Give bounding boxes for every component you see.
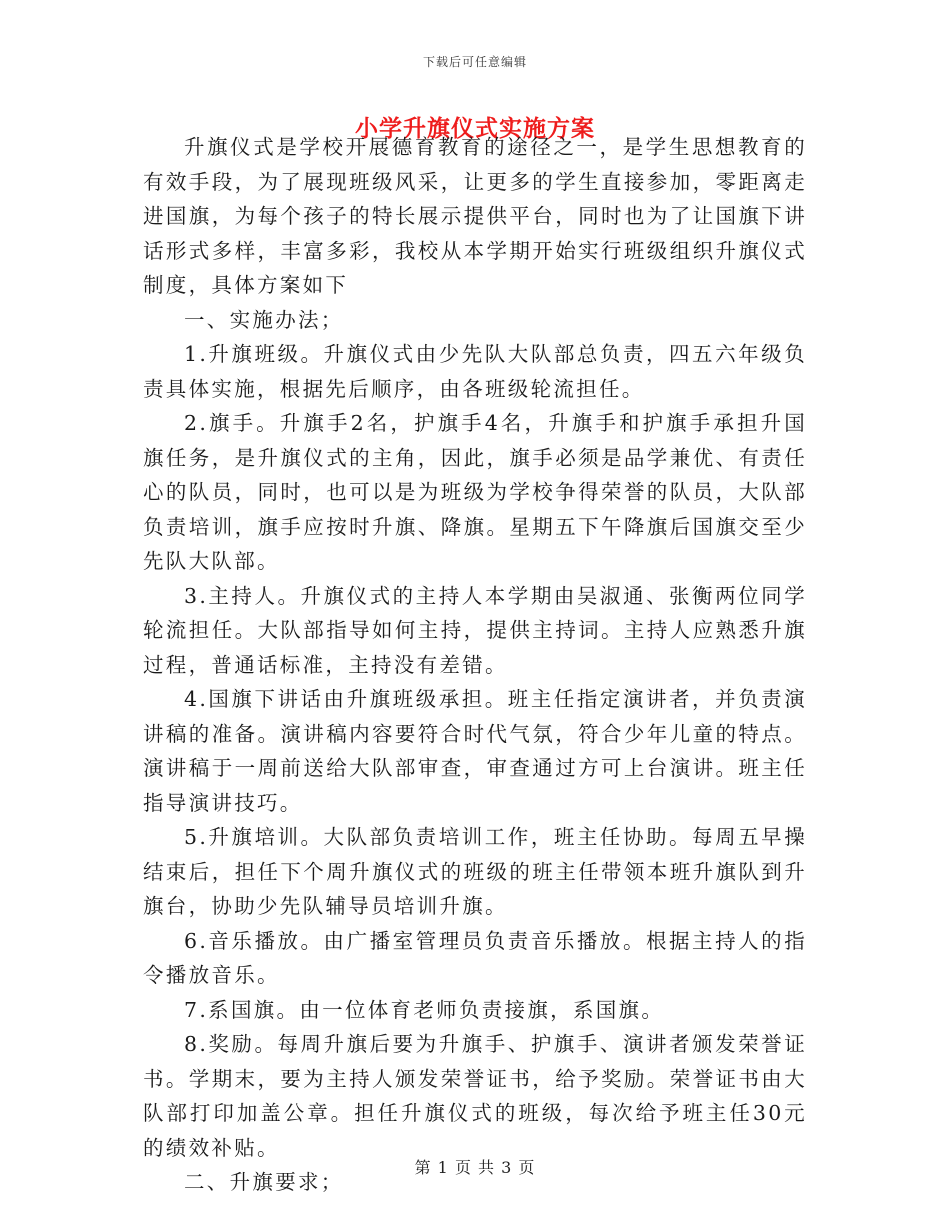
paragraph-item-7: 7.系国旗。由一位体育老师负责接旗，系国旗。 (184, 997, 665, 1022)
section-heading-requirements: 二、升旗要求； (184, 1170, 344, 1194)
page-number: 第 1 页 共 3 页 (414, 1158, 536, 1177)
paragraph-item-5: 5.升旗培训。大队部负责培训工作，班主任协助。每周五早操结束后，担任下个周升旗仪式的班级的班主任带领本班升旗队到升旗台，协助少先队辅导员培训升旗。 (143, 825, 807, 918)
page-header-note: 下载后可任意编辑 (422, 55, 527, 69)
paragraph-item-4: 4.国旗下讲话由升旗班级承担。班主任指定演讲者，并负责演讲稿的准备。演讲稿内容要符合时代气氛，符合少年儿童的特点。演讲稿于一周前送给大队部审查，审查通过方可上台演讲。班主任指导演讲技巧。 (143, 687, 807, 815)
paragraph-intro: 升旗仪式是学校开展德育教育的途径之一，是学生思想教育的有效手段，为了展现班级风采，让更多的学生直接参加，零距离走进国旗，为每个孩子的特长展示提供平台，同时也为了让国旗下讲话形式多样，丰富多彩，我校从本学期开始实行班级组织升旗仪式制度，具体方案如下 (143, 135, 807, 297)
section-heading-implementation: 一、实施办法； (184, 307, 344, 332)
paragraph-item-2: 2.旗手。升旗手2名，护旗手4名，升旗手和护旗手承担升国旗任务，是升旗仪式的主角，因此，旗手必须是品学兼优、有责任心的队员，同时，也可以是为班级为学校争得荣誉的队员，大队部负责培训，旗手应按时升旗、降旗。星期五下午降旗后国旗交至少先队大队部。 (143, 411, 807, 573)
paragraph-item-6: 6.音乐播放。由广播室管理员负责音乐播放。根据主持人的指令播放音乐。 (143, 928, 807, 987)
paragraph-item-8: 8.奖励。每周升旗后要为升旗手、护旗手、演讲者颁发荣誉证书。学期末，要为主持人颁发荣誉证书，给予奖励。荣誉证书由大队部打印加盖公章。担任升旗仪式的班级，每次给予班主任30元的绩效补贴。 (143, 1032, 807, 1160)
paragraph-item-3: 3.主持人。升旗仪式的主持人本学期由吴淑通、张衡两位同学轮流担任。大队部指导如何主持，提供主持词。主持人应熟悉升旗过程，普通话标准，主持没有差错。 (143, 583, 807, 677)
document-body (143, 130, 807, 1200)
document-title: 小学升旗仪式实施方案 (355, 115, 595, 142)
paragraph-item-1: 1.升旗班级。升旗仪式由少先队大队部总负责，四五六年级负责具体实施，根据先后顺序，由各班级轮流担任。 (143, 342, 807, 401)
